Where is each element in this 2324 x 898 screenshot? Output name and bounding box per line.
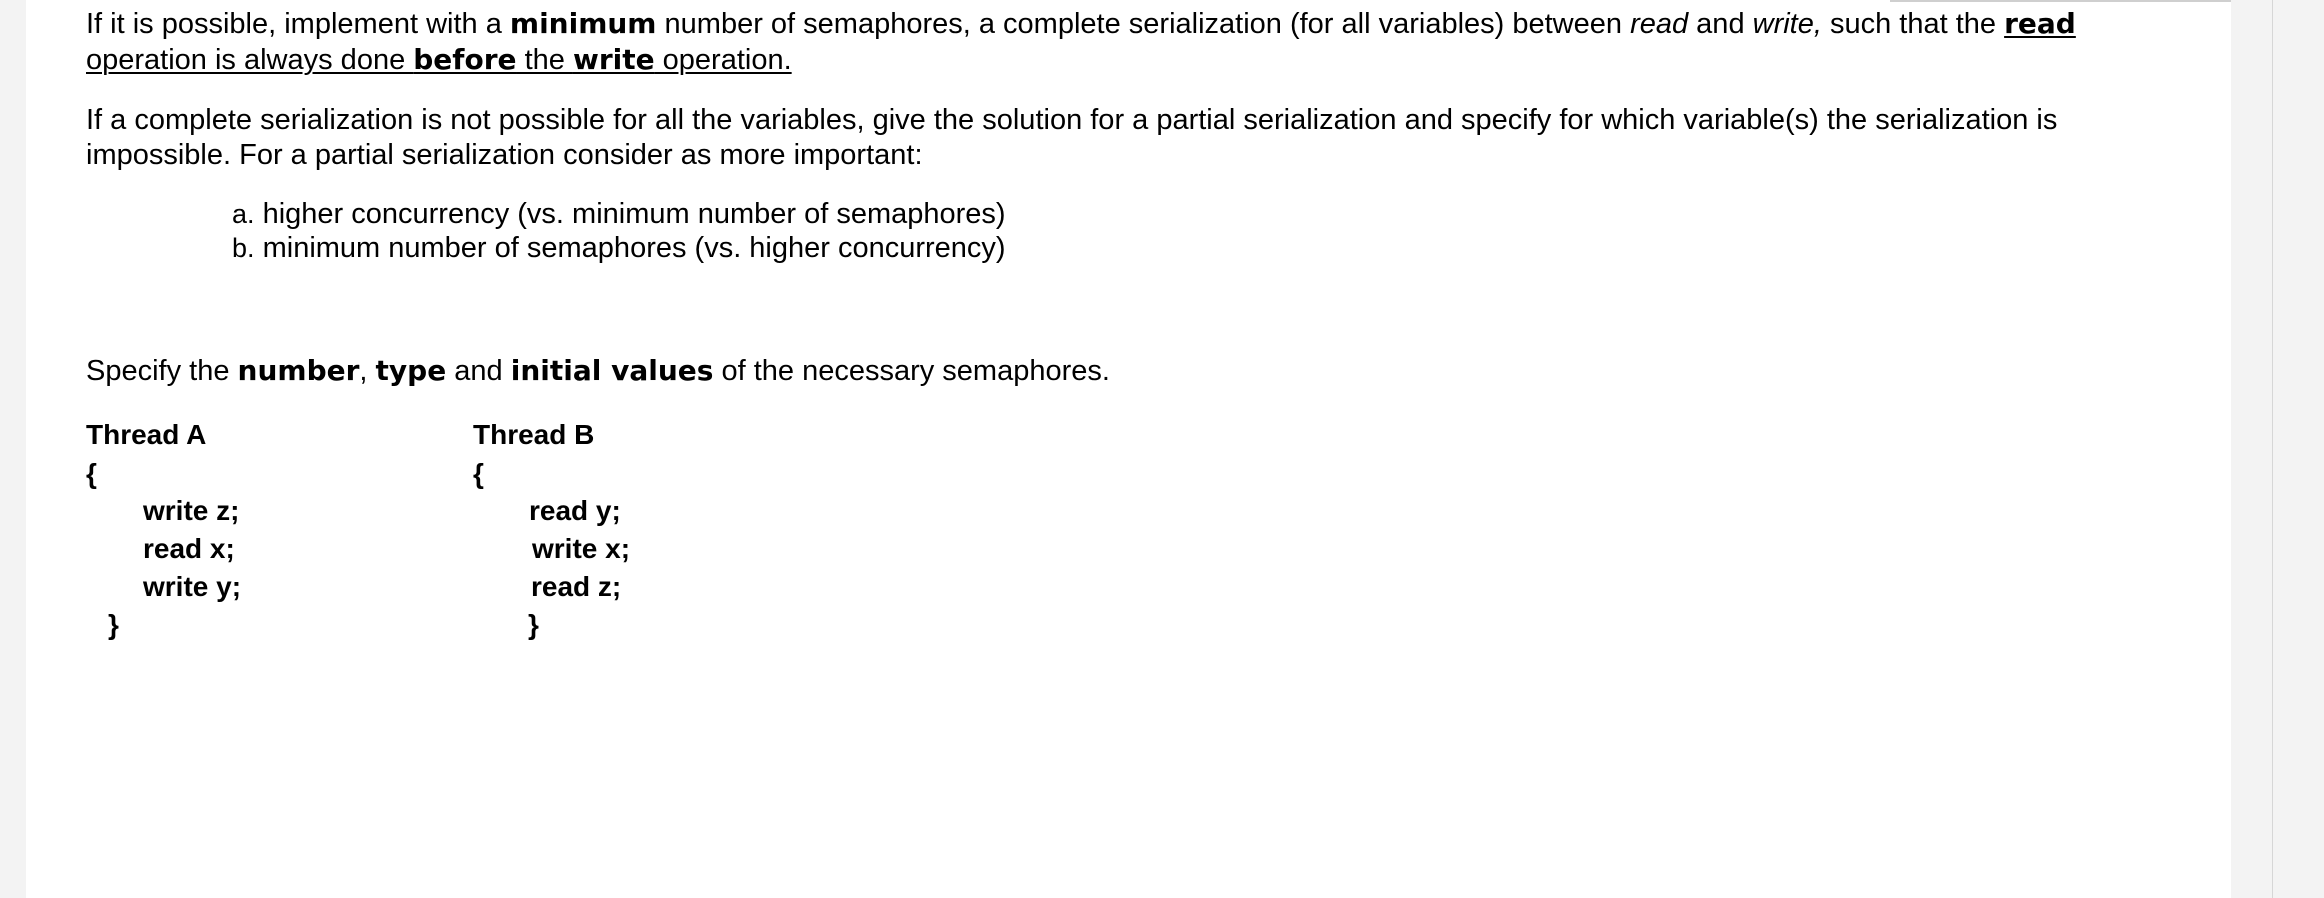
list-item — [232, 231, 1006, 265]
thread-b-close-brace: } — [528, 609, 539, 640]
text-span: If it is possible, implement with a — [86, 8, 510, 40]
bold-initial-values: initial values — [510, 354, 714, 387]
italic-write: write, — [1752, 8, 1822, 40]
scrollbar-track[interactable] — [2272, 0, 2273, 898]
bold-underlined-read: read — [2004, 7, 2076, 40]
thread-b-line: read z; — [531, 571, 622, 602]
text-span: of the necessary semaphores. — [713, 355, 1110, 387]
thread-b-line: write x; — [532, 533, 631, 564]
thread-b-title: Thread B — [473, 419, 595, 450]
thread-a-line: write y; — [143, 571, 242, 602]
paragraph-task-line2 — [86, 42, 2076, 78]
top-border — [1890, 0, 2235, 2]
thread-a-close-brace: } — [108, 609, 119, 640]
list-item-text: higher concurrency (vs. minimum number of semaphores) — [262, 198, 1006, 230]
list-item — [232, 197, 1006, 231]
text-span: , — [359, 355, 376, 387]
text-span: Specify the — [86, 355, 238, 387]
thread-a-line: write z; — [143, 495, 240, 526]
thread-a-open-brace: { — [86, 458, 97, 489]
text-span: and — [1688, 8, 1753, 40]
text-span: such that the — [1821, 8, 2005, 40]
bold-type: type — [375, 354, 447, 387]
list-item-text: minimum number of semaphores (vs. higher concurrency) — [262, 232, 1006, 264]
thread-b-line: read y; — [529, 495, 621, 526]
paragraph-task — [86, 6, 2076, 78]
text-span: the — [516, 44, 573, 76]
text-span: number of semaphores, a complete serialization (for all variables) between — [656, 8, 1631, 40]
thread-a-line: read x; — [143, 533, 235, 564]
bold-write: write — [572, 43, 655, 76]
thread-a-title: Thread A — [86, 419, 207, 450]
bold-before: before — [413, 43, 517, 76]
bold-minimum: minimum — [509, 7, 657, 40]
paragraph-task-line1 — [86, 6, 2076, 42]
paragraph-partial-line2: impossible. For a partial serialization consider as more important: — [86, 139, 923, 171]
paragraph-partial-serialization — [86, 103, 2057, 173]
thread-b-open-brace: { — [473, 458, 484, 489]
text-span: and — [446, 355, 511, 387]
options-list — [232, 197, 1006, 265]
right-margin — [2231, 0, 2324, 898]
list-marker: a. — [232, 199, 255, 229]
paragraph-semaphores — [86, 353, 1110, 389]
italic-read: read — [1630, 8, 1689, 40]
paragraph-partial-line1: If a complete serialization is not possible for all the variables, give the solution for a partial serialization and specify for which variable(s) the serialization is — [86, 104, 2058, 136]
text-span: operation. — [654, 44, 792, 76]
bold-number: number — [237, 354, 360, 387]
list-marker: b. — [232, 233, 255, 263]
text-span: operation is always done — [86, 44, 414, 76]
